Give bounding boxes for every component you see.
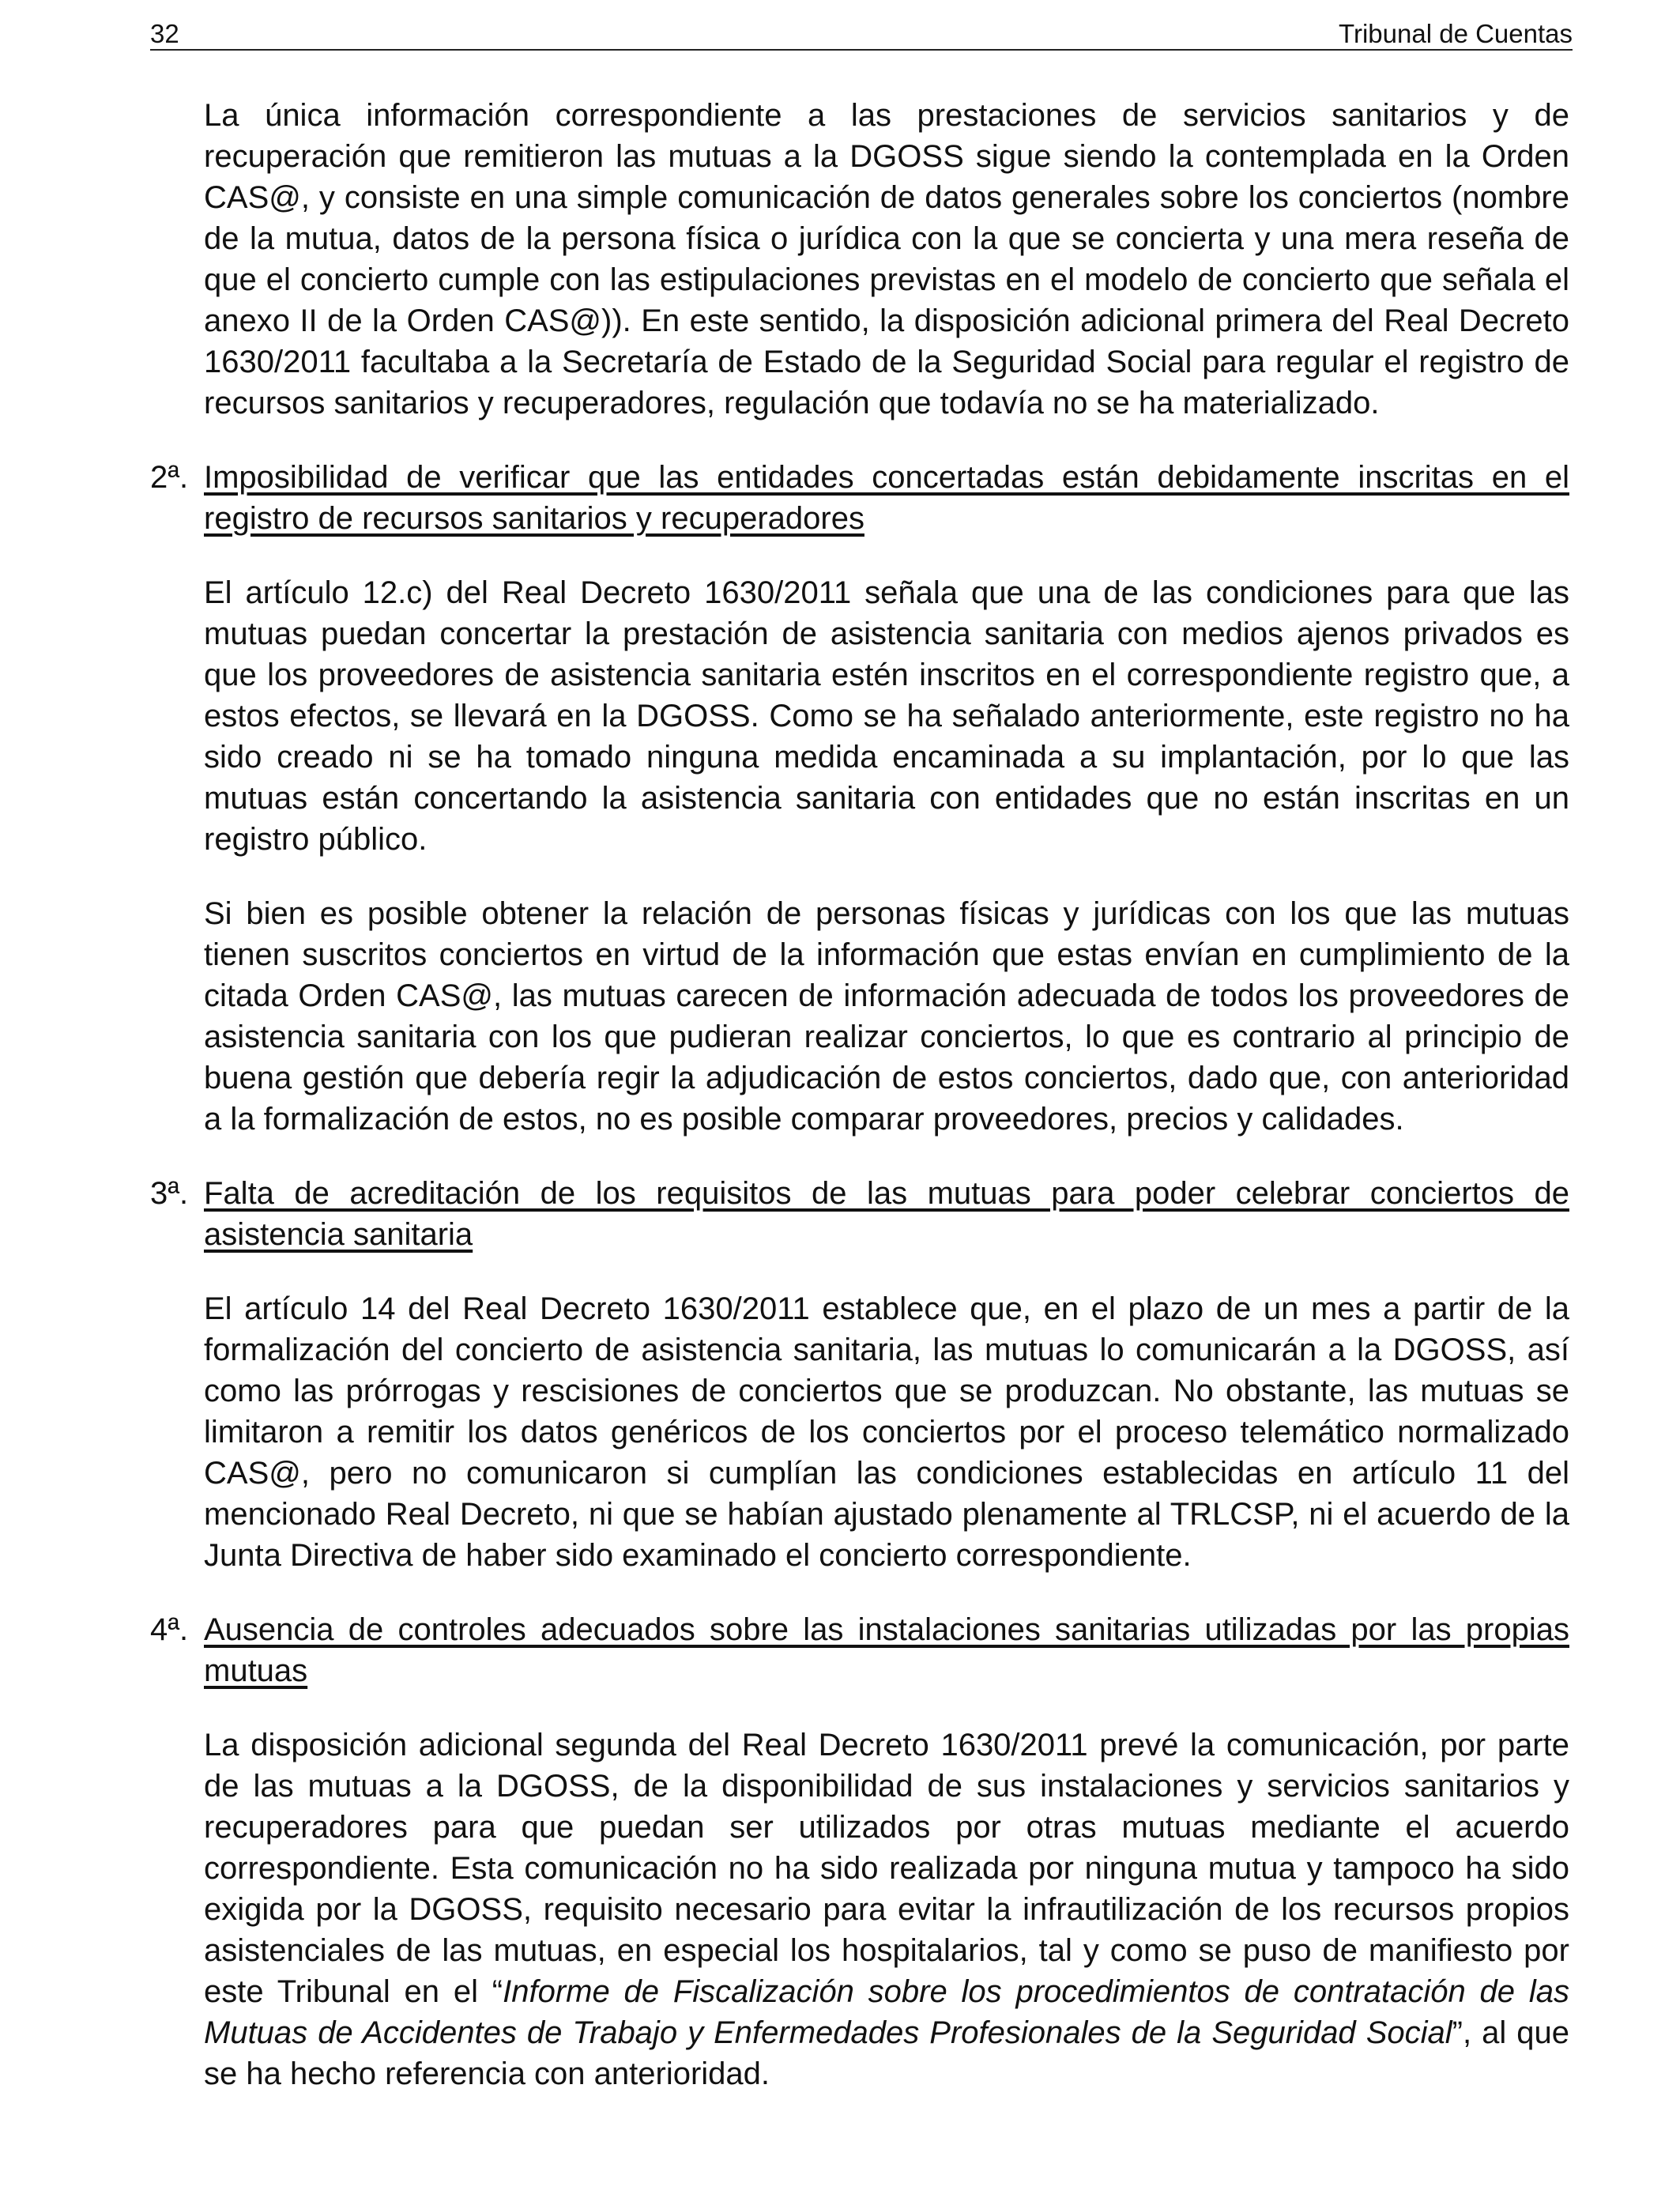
page-header xyxy=(150,14,1573,51)
section-heading-3 xyxy=(150,1173,1569,1255)
section-title-3: Falta de acreditación de los requisitos de las mutuas para poder celebrar conciertos de asistencia sanitaria xyxy=(204,1176,1569,1252)
paragraph-intro: La única información correspondiente a las prestaciones de servicios sanitarios y de recuperación que remitieron las mutuas a la DGOSS sigue siendo la contemplada en la Orden CAS@, y consiste en una simple comunicación de datos generales sobre los conciertos (nombre de la mutua, datos de la persona física o jurídica con la que se concierta y una mera reseña de que el concierto cumple con las estipulaciones previstas en el modelo de concierto que señala el anexo II de la Orden CAS@)). En este sentido, la disposición adicional primera del Real Decreto 1630/2011 facultaba a la Secretaría de Estado de la Seguridad Social para regular el registro de recursos sanitarios y recuperadores, regulación que todavía no se ha materializado. xyxy=(204,98,1569,420)
section-number-4: 4ª. xyxy=(150,1612,189,1647)
section-title-2: Imposibilidad de verificar que las entidades concertadas están debidamente inscritas en el registro de recursos sanitarios y recuperadores xyxy=(204,460,1569,536)
page-number: 32 xyxy=(150,19,179,48)
section-heading-4 xyxy=(150,1609,1569,1691)
section-heading-2 xyxy=(150,457,1569,539)
paragraph-additional-provision xyxy=(204,1725,1569,2094)
paragraph-article-12: El artículo 12.c) del Real Decreto 1630/2011 señala que una de las condiciones para que las mutuas puedan concertar la prestación de asistencia sanitaria con medios ajenos privados es que los proveedores de asistencia sanitaria estén inscritos en el correspondiente registro que, a estos efectos, se llevará en la DGOSS. Como se ha señalado anteriormente, este registro no ha sido creado ni se ha tomado ninguna medida encaminada a su implantación, por lo que las mutuas están concertando la asistencia sanitaria con entidades que no están inscritas en un registro público. xyxy=(204,575,1569,857)
paragraph-text-start: La disposición adicional segunda del Real Decreto 1630/2011 prevé la comunicación, por parte de las mutuas a la DGOSS, de la disponibilidad de sus instalaciones y servicios sanitarios y recuperadores para que puedan ser utilizados por otras mutuas mediante el acuerdo correspondiente. Esta comunicación no ha sido realizada por ninguna mutua y tampoco ha sido exigida por la DGOSS, requisito necesario para evitar la infrautilización de los recursos propios asistenciales de las mutuas, en especial los hospitalarios, tal y como se puso de manifiesto por este Tribunal en el “ xyxy=(204,1728,1569,2009)
document-body xyxy=(150,95,1569,2094)
section-number-3: 3ª. xyxy=(150,1176,189,1211)
running-title: Tribunal de Cuentas xyxy=(1339,19,1573,48)
report-title-citation: Informe de Fiscalización sobre los procedimientos de contratación de las Mutuas de Accidentes de Trabajo y Enfermedades Profesionales de la Seguridad Social xyxy=(204,1974,1569,2050)
section-title-4: Ausencia de controles adecuados sobre las instalaciones sanitarias utilizadas por las propias mutuas xyxy=(204,1612,1569,1688)
section-number-2: 2ª. xyxy=(150,460,189,495)
paragraph-article-14: El artículo 14 del Real Decreto 1630/2011 establece que, en el plazo de un mes a partir de la formalización del concierto de asistencia sanitaria, las mutuas lo comunicarán a la DGOSS, así como las prórrogas y rescisiones de conciertos que se produzcan. No obstante, las mutuas se limitaron a remitir los datos genéricos de los conciertos por el proceso telemático normalizado CAS@, pero no comunicaron si cumplían las condiciones establecidas en artículo 11 del mencionado Real Decreto, ni que se habían ajustado plenamente al TRLCSP, ni el acuerdo de la Junta Directiva de haber sido examinado el concierto correspondiente. xyxy=(204,1291,1569,1573)
paragraph-text-end: ”, al que se ha hecho referencia con anterioridad. xyxy=(204,2015,1569,2091)
paragraph-providers: Si bien es posible obtener la relación de personas físicas y jurídicas con los que las mutuas tienen suscritos conciertos en virtud de la información que estas envían en cumplimiento de la citada Orden CAS@, las mutuas carecen de información adecuada de todos los proveedores de asistencia sanitaria con los que pudieran realizar conciertos, lo que es contrario al principio de buena gestión que debería regir la adjudicación de estos conciertos, dado que, con anterioridad a la formalización de estos, no es posible comparar proveedores, precios y calidades. xyxy=(204,896,1569,1137)
